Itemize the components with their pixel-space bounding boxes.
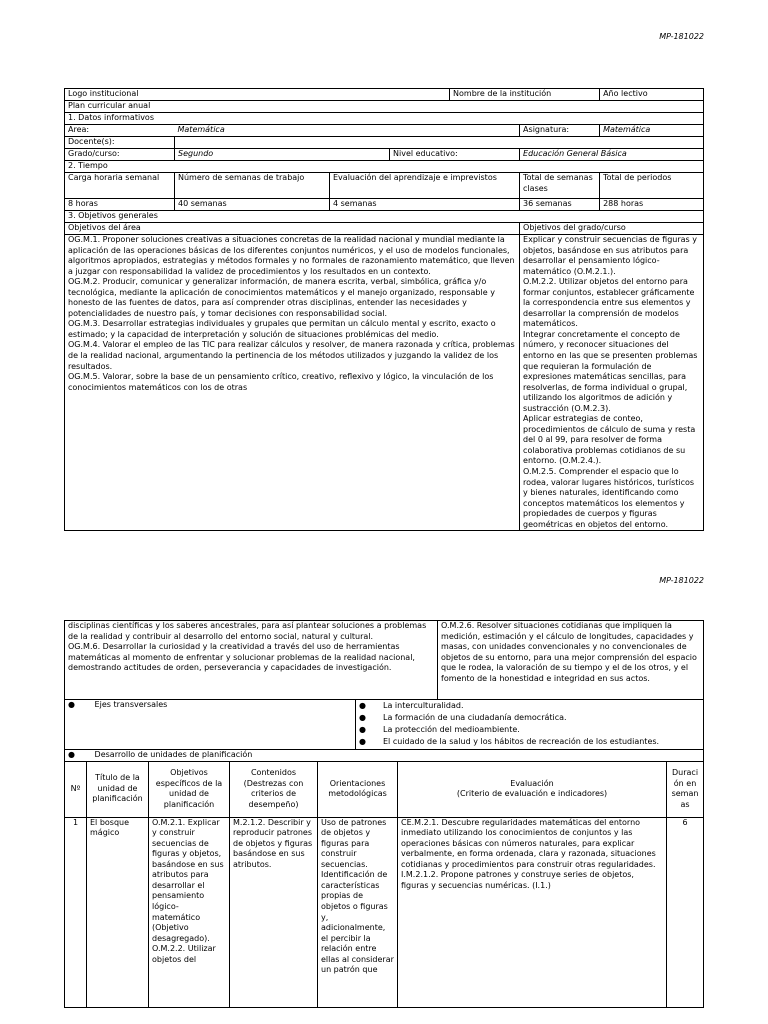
section-objetivos-generales: 3. Objetivos generales [65,211,704,223]
bullet-icon: ● [359,737,366,747]
unit-title: El bosque mágico [87,817,149,1007]
time-value: 40 semanas [175,199,330,211]
axis-item: ● La interculturalidad. [359,700,700,712]
document-code: MP-181022 [659,576,704,585]
area-objectives-header: Objetivos del área [65,223,520,235]
unit-orientations: Uso de patrones de objetos y figuras para construir secuencias. Identificación de características propias de objetos o figuras y, adicionalmente, el percibir la relación entre ellas al considerar un patrón que [318,817,398,1007]
area-objectives-continued: disciplinas científicas y los saberes ancestrales, para así plantear soluciones a problemas de la realidad y contribuir al desarrollo del entorno social, natural y cultural. OG.M.6. Desarrollar la curiosidad y la creatividad a través del uso de herramientas matemáticas al momento de enfrentar y solucionar problemas de la realidad nacional, demostrando actitudes de orden, perseverancia y capacidades de investigación. [65,621,438,700]
section-datos-informativos: 1. Datos informativos [65,113,704,125]
bullet-icon: ● [359,713,366,723]
time-header: Total de semanas clases [520,173,600,199]
grade-objectives-text: Explicar y construir secuencias de figuras y objetos, basándose en sus atributos para desarrollar el pensamiento lógico-matemático (O.M.2.1.). O.M.2.2. Utilizar objetos del entorno para formar conjuntos, establecer gráficamente la correspondencia entre sus elementos y desarrollar la comprensión de modelos matemáticos. Integrar concretamente el concepto de número, y reconocer situaciones del entorno en las que se presenten problemas que requieran la formulación de expresiones matemáticas sencillas, para resolverlas, de forma individual o grupal, utilizando los algoritmos de adición y sustracción (O.M.2.3). Aplicar estrategias de conteo, procedimientos de cálculo de suma y resta del 0 al 99, para resolver de forma colaborativa problemas cotidianos de su entorno. (O.M.2.4.). O.M.2.5. Comprender el espacio que lo rodea, valorar lugares históricos, turísticos y bienes naturales, identificando como conceptos matemáticos los elementos y propiedades de cuerpos y figuras geométricas en objetos del entorno. [520,235,704,531]
subject-value: Matemática [600,125,704,137]
col-header-contents: Contenidos (Destrezas con criterios de desempeño) [230,761,318,817]
unit-evaluation: CE.M.2.1. Descubre regularidades matemáticas del entorno inmediato utilizando los conocimientos de conjuntos y las operaciones básicas con números naturales, para explicar verbalmente, en forma ordenada, clara y razonada, situaciones cotidianas y procedimientos para construir otras regularidades. I.M.2.1.2. Propone patrones y construye series de objetos, figuras y secuencias numéricas. (I.1.) [398,817,667,1007]
col-header-duration: Duración en semanas [667,761,704,817]
area-objectives-text: OG.M.1. Proponer soluciones creativas a situaciones concretas de la realidad nacional y mundial mediante la aplicación de las operaciones básicas de los diferentes conjuntos numéricos, y el uso de modelos funcionales, algoritmos apropiados, estrategias y métodos formales y no formales de razonamiento matemático, que lleven a juzgar con responsabilidad la validez de procedimientos y los resultados en un contexto. OG.M.2. Producir, comunicar y generalizar información, de manera escrita, verbal, simbólica, gráfica y/o tecnológica, mediante la aplicación de conocimientos matemáticos y el manejo organizado, responsable y honesto de las fuentes de datos, para así comprender otras disciplinas, entender las necesidades y potencialidades de nuestro país, y tomar decisiones con responsabilidad social. OG.M.3. Desarrollar estrategias individuales y grupales que permitan un cálculo mental y escrito, exacto o estimado; y la capacidad de interpretación y solución de situaciones problémicas del medio. OG.M.4. Valorar el empleo de las TIC para realizar cálculos y resolver, de manera razonada y crítica, problemas de la realidad nacional, argumentando la pertinencia de los métodos utilizados y juzgando la validez de los resultados. OG.M.5. Valorar, sobre la base de un pensamiento crítico, creativo, reflexivo y lógico, la vinculación de los conocimientos matemáticos con los de otras [65,235,520,531]
area-value: Matemática [175,125,520,137]
cross-cutting-axes-label: ● Ejes transversales [65,700,356,750]
cross-cutting-axes-list [356,700,704,750]
time-header: Total de periodos [600,173,704,199]
axis-item: ● La formación de una ciudadanía democrática. [359,712,700,724]
axis-item: ● El cuidado de la salud y los hábitos de recreación de los estudiantes. [359,736,700,748]
curricular-plan-table [64,88,704,531]
col-header-orientations: Orientaciones metodológicas [318,761,398,817]
grade-value: Segundo [175,149,390,161]
time-header: Carga horaria semanal [65,173,175,199]
bullet-icon: ● [359,701,366,710]
time-header: Número de semanas de trabajo [175,173,330,199]
col-header-number: Nº [65,761,87,817]
col-header-evaluation: Evaluación (Criterio de evaluación e indicadores) [398,761,667,817]
unit-duration: 6 [667,817,704,1007]
time-value: 4 semanas [330,199,520,211]
level-label: Nivel educativo: [390,149,520,161]
unit-number: 1 [65,817,87,1007]
section-tiempo: 2. Tiempo [65,161,704,173]
unit-objectives: O.M.2.1. Explicar y construir secuencias de figuras y objetos, basándose en sus atributos para desarrollar el pensamiento lógico-matemático (Objetivo desagregado). O.M.2.2. Utilizar objetos del [149,817,230,1007]
bullet-icon: ● [68,749,75,759]
grade-label: Grado/curso: [65,149,175,161]
institution-cell: Nombre de la institución [450,89,600,101]
bullet-icon: ● [68,700,75,709]
teacher-value [175,137,704,149]
area-label: Area: [65,125,175,137]
school-year-cell: Año lectivo [600,89,704,101]
axis-item: ● La protección del medioambiente. [359,724,700,736]
subject-label: Asignatura: [520,125,600,137]
teacher-label: Docente(s): [65,137,175,149]
curricular-plan-table-continued [64,620,704,1008]
unit-contents: M.2.1.2. Describir y reproducir patrones de objetos y figuras basándose en sus atributos. [230,817,318,1007]
time-value: 8 horas [65,199,175,211]
time-header: Evaluación del aprendizaje e imprevistos [330,173,520,199]
logo-cell: Logo institucional [65,89,450,101]
col-header-unit-title: Título de la unidad de planificación [87,761,149,817]
units-section-label: ● Desarrollo de unidades de planificación [65,749,704,761]
time-value: 36 semanas [520,199,600,211]
bullet-icon: ● [359,725,366,735]
grade-objectives-header: Objetivos del grado/curso [520,223,704,235]
time-value: 288 horas [600,199,704,211]
col-header-objectives: Objetivos específicos de la unidad de planificación [149,761,230,817]
grade-objectives-continued: O.M.2.6. Resolver situaciones cotidianas que impliquen la medición, estimación y el cálculo de longitudes, capacidades y masas, con unidades convencionales y no convencionales de objetos de su entorno, para una mejor comprensión del espacio que le rodea, la valoración de su tiempo y el de los otros, y el fomento de la honestidad e integridad en sus actos. [438,621,704,700]
plan-title: Plan curricular anual [65,101,704,113]
level-value: Educación General Básica [520,149,704,161]
document-code: MP-181022 [659,32,704,41]
